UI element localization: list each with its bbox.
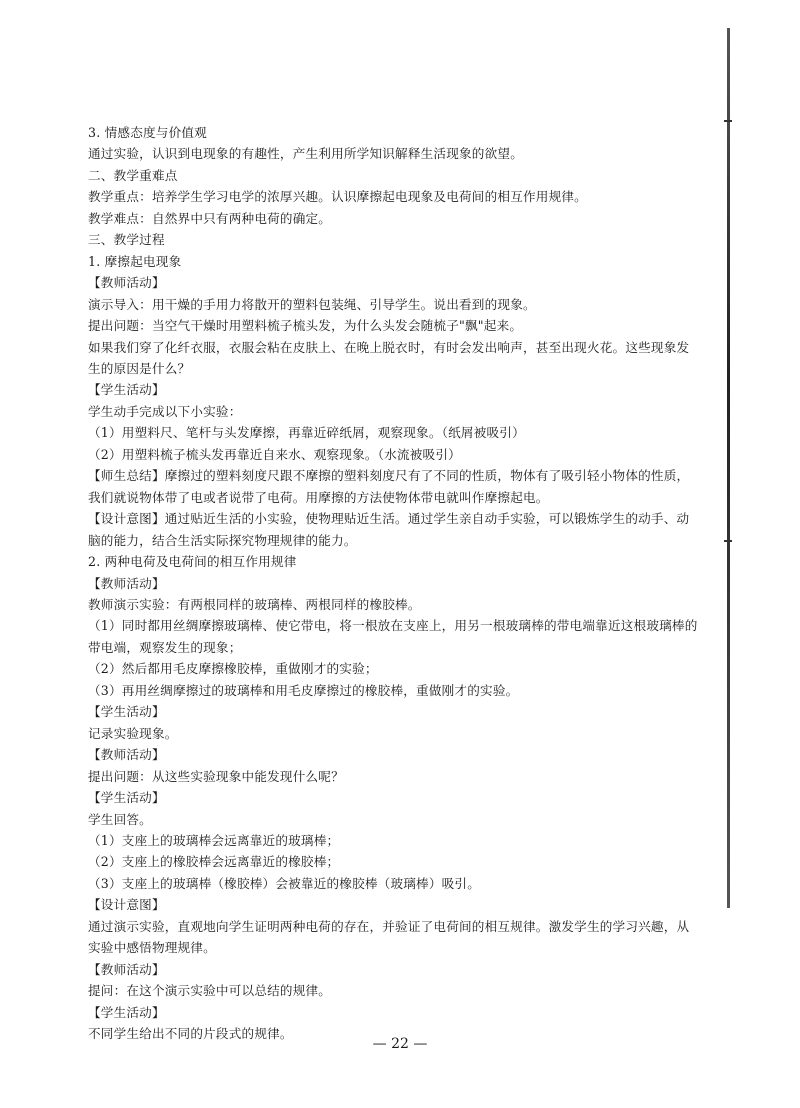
paragraph: 通过演示实验，直观地向学生证明两种电荷的存在，并验证了电荷间的相互规律。激发学生的学习兴趣，从实验中感悟物理规律。: [88, 918, 690, 956]
list-item: （2）然后都用毛皮摩擦橡胶棒，重做刚才的实验；: [88, 661, 378, 677]
paragraph: 不同学生给出不同的片段式的规律。: [88, 1026, 293, 1042]
document-body: [88, 122, 700, 1044]
paragraph: 演示导入：用干燥的手用力将散开的塑料包装绳、引导学生。说出看到的现象。: [88, 296, 536, 312]
binding-edge-line: [727, 28, 730, 908]
section-heading: 二、教学重难点: [88, 167, 178, 183]
list-item: （3）支座上的玻璃棒（橡胶棒）会被靠近的橡胶棒（玻璃棒）吸引。: [88, 875, 481, 891]
activity-label: 【设计意图】: [88, 897, 165, 913]
activity-label: 【教师活动】: [88, 575, 165, 591]
paragraph: 提出问题：从这些实验现象中能发现什么呢？: [88, 768, 344, 784]
page-number: — 22 —: [372, 1036, 428, 1052]
paragraph: 提问：在这个演示实验中可以总结的规律。: [88, 983, 332, 999]
summary-paragraph: 【师生总结】摩擦过的塑料刻度尺跟不摩擦的塑料刻度尺有了不同的性质，物体有了吸引轻小物体的性质，我们就说物体带了电或者说带了电荷。用摩擦的方法使物体带电就叫作摩擦起电。: [88, 468, 690, 505]
design-intent-paragraph: 【设计意图】通过贴近生活的小实验，使物理贴近生活。通过学生亲自动手实验，可以锻炼学生的动手、动脑的能力，结合生活实际探究物理规律的能力。: [88, 511, 690, 548]
binding-edge-mark: [724, 540, 732, 542]
paragraph: 记录实验现象。: [88, 725, 178, 741]
activity-label: 【学生活动】: [88, 1004, 165, 1020]
paragraph: 提出问题：当空气干燥时用塑料梳子梳头发，为什么头发会随梳子"飘"起来。: [88, 318, 523, 334]
list-item: （1）支座上的玻璃棒会远离靠近的玻璃棒；: [88, 832, 340, 848]
activity-label: 【教师活动】: [88, 275, 165, 291]
subsection-heading: 2. 两种电荷及电荷间的相互作用规律: [88, 554, 297, 570]
list-item: （3）再用丝绸摩擦过的玻璃棒和用毛皮摩擦过的橡胶棒，重做刚才的实验。: [88, 682, 519, 698]
activity-label: 【教师活动】: [88, 961, 165, 977]
binding-edge-mark: [724, 120, 732, 122]
activity-label: 【学生活动】: [88, 790, 165, 806]
list-item: （1）用塑料尺、笔杆与头发摩擦，再靠近碎纸屑，观察现象。（纸屑被吸引）: [88, 425, 525, 441]
paragraph: 学生回答。: [88, 811, 152, 827]
activity-label: 【学生活动】: [88, 704, 165, 720]
list-item: （2）用塑料梳子梳头发再靠近自来水、观察现象。（水流被吸引）: [88, 446, 461, 462]
list-item: （2）支座上的橡胶棒会远离靠近的橡胶棒；: [88, 854, 340, 870]
list-item: （1）同时都用丝绸摩擦玻璃棒、使它带电，将一根放在支座上，用另一根玻璃棒的带电端靠近这根玻璃棒的带电端，观察发生的现象；: [88, 618, 698, 655]
section-heading: 三、教学过程: [88, 232, 165, 248]
activity-label: 【学生活动】: [88, 382, 165, 398]
activity-label: 【教师活动】: [88, 747, 165, 763]
subsection-heading: 1. 摩擦起电现象: [88, 253, 182, 269]
paragraph: 教学重点：培养学生学习电学的浓厚兴趣。认识摩擦起电现象及电荷间的相互作用规律。: [88, 189, 587, 205]
paragraph: 学生动手完成以下小实验：: [88, 403, 242, 419]
paragraph: 教师演示实验：有两根同样的玻璃棒、两根同样的橡胶棒。: [88, 596, 421, 612]
paragraph: 如果我们穿了化纤衣服，衣服会粘在皮肤上、在晚上脱衣时，有时会发出响声，甚至出现火花。这些现象发生的原因是什么？: [88, 339, 690, 376]
paragraph: 通过实验，认识到电现象的有趣性，产生利用所学知识解释生活现象的欲望。: [88, 146, 523, 162]
section-heading: 3. 情感态度与价值观: [88, 125, 207, 140]
paragraph: 教学难点：自然界中只有两种电荷的确定。: [88, 210, 332, 226]
